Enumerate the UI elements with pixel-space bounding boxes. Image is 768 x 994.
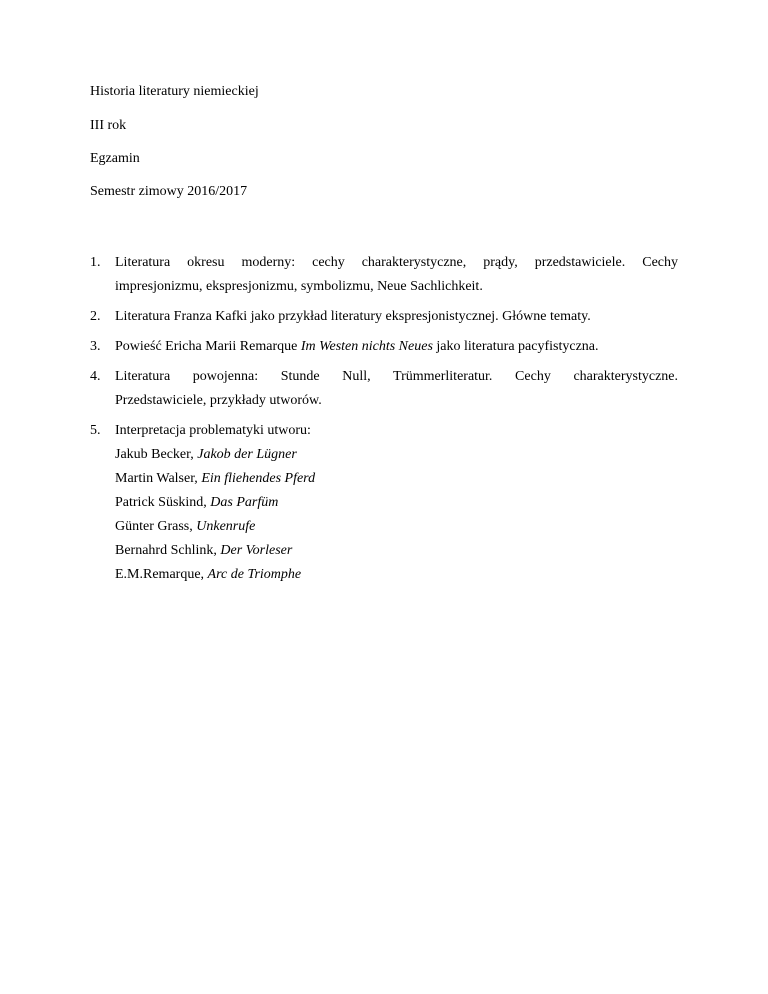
work-title: Jakob der Lügner	[197, 447, 297, 462]
work-title: Im Westen nichts Neues	[300, 339, 433, 354]
question-text: Literatura Franza Kafki jako przykład literatury ekspresjonistycznej. Główne tematy.	[115, 309, 591, 324]
question-item	[90, 335, 678, 359]
question-item	[90, 419, 678, 587]
question-text-part: jako literatura pacyfistyczna.	[432, 339, 599, 354]
work-title: Arc de Triomphe	[207, 567, 302, 582]
question-number: 4.	[90, 369, 101, 384]
question-number: 1.	[90, 255, 101, 270]
work-title: Unkenrufe	[196, 519, 256, 534]
work-entry	[115, 443, 678, 467]
question-list	[90, 251, 678, 593]
work-author: Martin Walser,	[115, 471, 202, 486]
work-title: Ein fliehendes Pferd	[201, 471, 316, 486]
work-author: E.M.Remarque,	[115, 567, 208, 582]
question-item	[90, 251, 678, 299]
work-author: Günter Grass,	[115, 519, 197, 534]
question-item	[90, 305, 678, 329]
question-text: Literatura powojenna: Stunde Null, Trümmerliteratur. Cechy charakterystyczne.	[115, 369, 678, 384]
question-number: 5.	[90, 423, 101, 438]
work-entry	[115, 491, 678, 515]
question-number: 2.	[90, 309, 101, 324]
work-entry	[115, 539, 678, 563]
work-author: Jakub Becker,	[115, 447, 198, 462]
question-text: Interpretacja problematyki utworu:	[115, 423, 311, 438]
question-text: Przedstawiciele, przykłady utworów.	[115, 393, 322, 408]
question-text	[115, 335, 678, 359]
work-entry	[115, 563, 678, 587]
course-title: Historia literatury niemieckiej	[90, 84, 259, 99]
work-title: Der Vorleser	[220, 543, 293, 558]
work-entry	[115, 515, 678, 539]
semester-label: Semestr zimowy 2016/2017	[90, 184, 248, 199]
question-number: 3.	[90, 339, 101, 354]
work-entry	[115, 467, 678, 491]
exam-label: Egzamin	[90, 151, 140, 166]
work-author: Bernahrd Schlink,	[115, 543, 221, 558]
question-text-part: Powieść Ericha Marii Remarque	[115, 339, 301, 354]
work-author: Patrick Süskind,	[115, 495, 211, 510]
work-title: Das Parfüm	[210, 495, 279, 510]
question-text: Literatura okresu moderny: cechy charakterystyczne, prądy, przedstawiciele. Cechy	[115, 255, 678, 270]
question-text: impresjonizmu, ekspresjonizmu, symbolizmu, Neue Sachlichkeit.	[115, 279, 483, 294]
question-item	[90, 365, 678, 413]
year-label: III rok	[90, 118, 127, 133]
